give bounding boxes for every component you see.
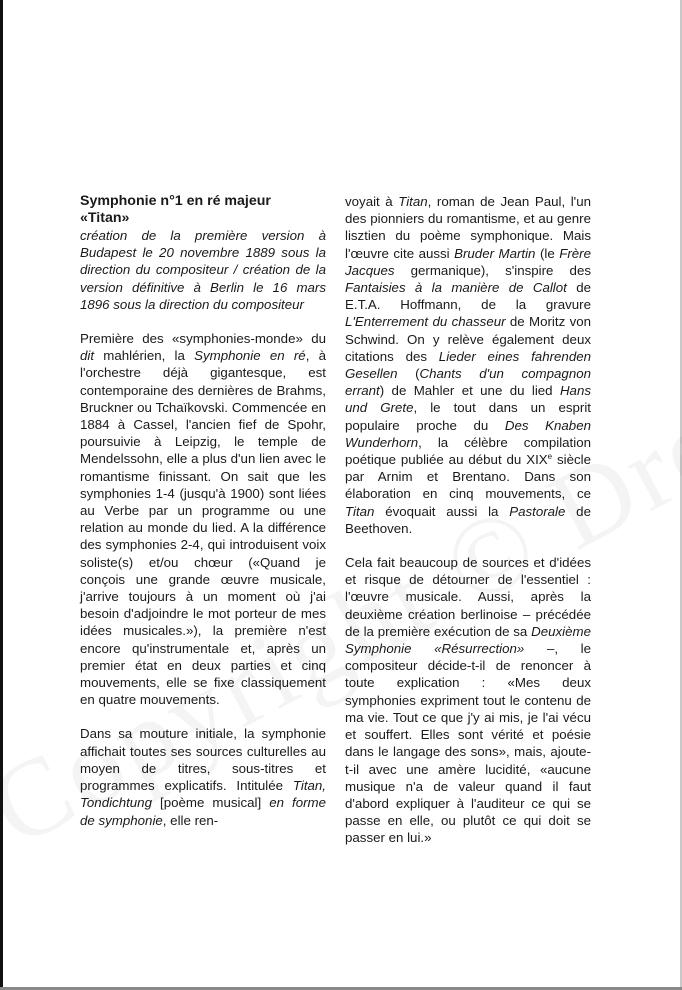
text-run: , à l'orchestre déjà gigantesque, est contemporaine des dernières de Brahms, Bruckner ou Tchaïkovski. Commencée en 1884 à Cassel, l'ancien fief de Spohr, poursuivie à Leipzig, le temple de Mendelssohn, elle a plus d'un lien avec le romantisme finissant. On sait que les symphonies 1-4 (jusqu'à 1900) sont liées au Verbe par un programme ou une relation au monde du lied. A la différence des symphonies 2-4, qui introduisent voix soliste(s) et/ou chœur («Quand je conçois une grande œuvre musicale, j'arrive toujours à un moment où j'ai besoin d'adjoindre le mot porteur de mes idées musicales.»), la première n'est encore qu'instrumentale et, après un premier état en deux parties et cinq mouvements, elle se fixe classiquement en quatre mouvements.	[80, 348, 326, 708]
italic-run: Hans und Grete	[345, 383, 591, 416]
text-run: , la célèbre compilation poétique publiée au début du XIX	[345, 434, 591, 468]
paragraph-2-continued	[345, 193, 591, 537]
italic-run: Symphonie en ré	[194, 348, 306, 364]
text-run: , roman de Jean Paul, l'un des pionniers du romantisme, et au genre lisztien du poème symphonique. Mais l'œuvre cite aussi	[345, 194, 591, 261]
text-run: de Moritz von Schwind. On y relève également deux citations des	[345, 314, 592, 364]
italic-run: L'Enterrement du chasseur	[345, 314, 506, 330]
text-run: voyait à	[345, 194, 399, 209]
italic-run: Bruder Martin	[454, 245, 536, 261]
work-title-line1: Symphonie n°1 en ré majeur	[80, 193, 271, 209]
right-column	[345, 193, 591, 864]
text-run: [poème musical]	[151, 795, 270, 811]
text-run: Cela fait beaucoup de sources et d'idées et risque de détourner de l'essentiel : l'œuvre musicale. Aussi, après la deuxième création berlinoise – précédée de la première exécution de sa	[345, 555, 591, 639]
italic-run: Frère Jacques	[345, 245, 591, 278]
italic-run: en forme de symphonie	[80, 795, 326, 828]
work-title	[80, 193, 326, 227]
text-run: (le	[535, 245, 560, 261]
text-run: , elle ren-	[162, 812, 219, 828]
text-run: germanique), s'inspire des	[394, 262, 591, 278]
paragraph-3	[345, 554, 591, 846]
text-run: ) de Mahler et une du lied	[379, 383, 560, 399]
italic-run: Fantaisies à la manière de Callot	[345, 280, 567, 296]
superscript: e	[547, 452, 553, 462]
text-run: Dans sa mouture initiale, la symphonie affichait toutes ses sources culturelles au moyen de titres, sous-titres et programmes explicatifs. Intitulée	[80, 726, 326, 794]
page-left-edge	[0, 0, 3, 990]
paragraph-1	[80, 330, 326, 708]
italic-run: Des Knaben Wunderhorn	[345, 417, 591, 450]
text-run: Première des «symphonies-monde» du	[80, 331, 326, 347]
text-run: , le tout dans un esprit populaire proche du	[345, 400, 591, 433]
italic-run: Lieder eines fahrenden Gesellen	[345, 348, 592, 382]
italic-run: Titan, Tondichtung	[80, 778, 326, 811]
italic-run: dit	[80, 348, 95, 364]
text-run: de Beethoven.	[345, 503, 591, 536]
left-column	[80, 193, 326, 846]
paragraph-2-start	[80, 725, 326, 828]
text-run: de E.T.A. Hoffmann, de la gravure	[345, 280, 591, 313]
italic-run: Pastorale	[509, 503, 566, 519]
work-title-line2: «Titan»	[80, 210, 130, 226]
text-run: –, le compositeur décide-t-il de renoncer à toute explication : «Mes deux symphonies expriment tout le contenu de ma vie. Tout ce que j'y ai mis, je l'ai vécu et souffert. Elles sont vérité et poésie dans le langage des sons», mais, ajoute-t-il avec une amère lucidité, «aucune musique n'a de valeur quand il faut d'abord expliquer à l'auditeur ce qui se passe en elle, ou plutôt ce qui doit se passer en lui.»	[345, 641, 592, 846]
text-run: (	[397, 366, 420, 382]
text-run: mahlérien, la	[94, 348, 195, 364]
italic-run: Chants d'un compagnon errant	[345, 366, 592, 399]
italic-run: Deuxième Symphonie «Résurrection»	[345, 623, 591, 657]
text-run: siècle par Arnim et Brentano. Dans son élaboration en cinq mouvements, ce	[345, 452, 591, 502]
italic-run: Titan	[345, 503, 375, 519]
premiere-info: création de la première version à Budapest le 20 novembre 1889 sous la direction du compositeur / création de la version définitive à Berlin le 16 mars 1896 sous la direction du compositeur	[80, 228, 326, 312]
italic-run: Titan	[398, 194, 428, 209]
text-run: évoquait aussi la	[374, 503, 510, 519]
